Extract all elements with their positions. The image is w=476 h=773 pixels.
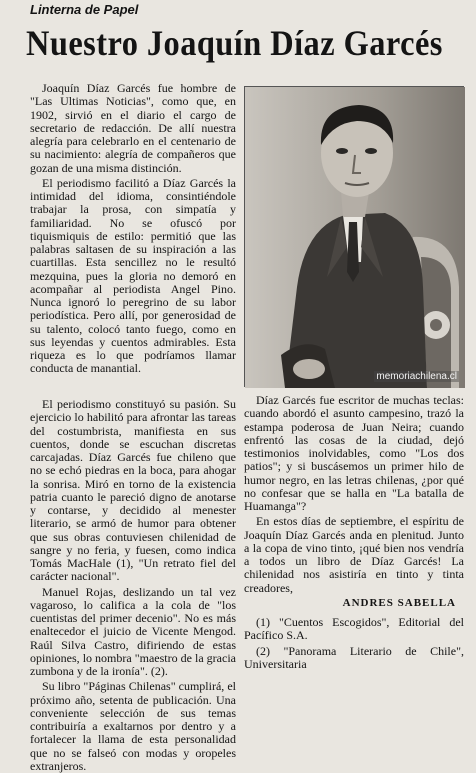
paragraph-7: En estos días de septiembre, el espíritu de Joaquín Díaz Garcés anda en plenitud. Junto a la copa de vino tinto, ¡qué bien nos vendría a todos un libro de Díaz Garcés! La chilenidad nos asistiría en tinto y tinta creadores,	[244, 514, 464, 595]
footnotes	[244, 616, 464, 671]
footnote-2: (2) "Panorama Literario de Chile", Universitaria	[244, 643, 464, 671]
paragraph-1: Joaquín Díaz Garcés fue hombre de "Las Ultimas Noticias", como que, en 1902, sirvió en el diario el cargo de secretario de redacción. De allí nuestra alegría para celebrarlo en el centenario de su nacimiento: alegría de compañeros que gozan de una misma distinción.	[30, 81, 236, 175]
paragraph-6: Díaz Garcés fue escritor de muchas teclas: cuando abordó el asunto campesino, trazó la estampa poderosa de Juan Neira; cuando enfrentó las cosas de la ciudad, dejó testimonios inolvidables, como "Los dos patios"; y si buscásemos un primer hilo de humor negro, en las letras chilenas, ¿por qué no confesar que se halla en "La batalla de Huamanga"?	[244, 393, 464, 513]
image-credit: memoriachilena.cl	[376, 371, 457, 382]
headline: Nuestro Joaquín Díaz Garcés	[26, 23, 443, 63]
portrait-photo	[244, 86, 464, 387]
column-left-top	[30, 82, 236, 397]
paragraph-3: El periodismo constituyó su pasión. Su ejercicio lo habilitó para afrontar las tareas del costumbrista, manifiesta en sus cuentos, donde se escuchan discretas carcajadas. Díaz Garcés fue chileno que no se echó piedras en la boca, para ahogar la sonrisa. Miró en torno de la existencia patria cuanto le pareció digno de anotarse y contarse, y decidido al menester literario, se armó de humor para obtener que sus obras contuviesen chilenidad de sangre y no feria, y fuesen, como indica Tomás MacHale (1), "Un retrato fiel del carácter nacional".	[30, 397, 236, 584]
paragraph-2: El periodismo facilitó a Díaz Garcés la intimidad del idioma, consintiéndole trabajar la prosa, con simpatía y familiaridad. No se ofuscó por tiquismiquis de estilo: permitió que las palabras saltasen de su inspiración a las cuartillas. Esta sencillez no le resultó mezquina, pues la gloria no demoró en acompañar al periodista Angel Pino. Nunca ignoró lo peregrino de su labor periodística. Pero allí, por generosidad de su talento, colocó tanto fuego, como en sus leyendas y cuentos admirables. Esta riqueza es lo que podríamos llamar conducta de manantial.	[30, 175, 236, 376]
paragraph-5: Su libro "Páginas Chilenas" cumplirá, el próximo año, setenta de publicación. Una conveniente selección de sus temas contribuiría a exaltarnos por dentro y a fortalecer la llama de esta personalidad que no se falseó con modas y oropeles extranjeros.	[30, 679, 236, 773]
paragraph-4: Manuel Rojas, deslizando un tal vez vagaroso, lo califica a la cola de "los cuentistas del primer decenio". No es más enaltecedor el juicio de Vicente Mengod. Raúl Silva Castro, difiriendo de estas opiniones, lo nombra "maestro de la gracia zumbona y de la ironía". (2).	[30, 584, 236, 678]
author-signature: ANDRES SABELLA	[342, 596, 456, 609]
portrait-figure	[245, 87, 465, 388]
column-right-bottom	[244, 392, 464, 750]
column-left-bottom	[30, 397, 236, 773]
section-title: Linterna de Papel	[30, 2, 139, 17]
footnote-1: (1) "Cuentos Escogidos", Editorial del Pacífico S.A.	[244, 615, 464, 643]
